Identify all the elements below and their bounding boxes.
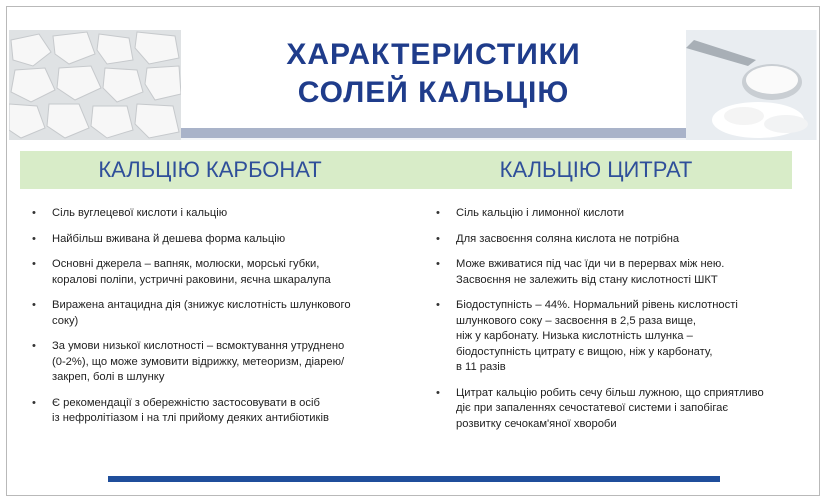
left-column-heading: КАЛЬЦІЮ КАРБОНАТ xyxy=(98,157,322,182)
page-title: ХАРАКТЕРИСТИКИ СОЛЕЙ КАЛЬЦІЮ xyxy=(286,38,581,109)
right-column-heading: КАЛЬЦІЮ ЦИТРАТ xyxy=(499,157,693,182)
list-item: • Є рекомендації з обережністю застосовувати в осіб із нефролітіазом і на тлі прийому деяких антибіотиків xyxy=(32,396,372,427)
list-item: • Виражена антацидна дія (знижує кислотність шлункового соку) xyxy=(32,298,372,329)
list-item: • Може вживатися під час їди чи в перервах між нею. Засвоєння не залежить від стану кислотності ШКТ xyxy=(436,257,796,288)
limestone-rocks-photo xyxy=(9,30,181,140)
list-item: • Найбільш вживана й дешева форма кальцію xyxy=(32,232,372,248)
title-underline-bar xyxy=(181,128,686,138)
list-item: • За умови низької кислотності – всмоктування утруднено (0-2%), що може зумовити відрижку, метеоризм, діарею/ закреп, болі в шлунку xyxy=(32,339,372,386)
right-bullet-list xyxy=(436,206,796,442)
bottom-accent-bar xyxy=(108,476,720,482)
calcium-powder-scoop-photo xyxy=(686,30,816,140)
list-item: • Для засвоєння соляна кислота не потрібна xyxy=(436,232,796,248)
list-item: • Основні джерела – вапняк, молюски, морські губки, коралові поліпи, устричні раковини, яєчна шкаралупа xyxy=(32,257,372,288)
list-item: • Цитрат кальцію робить сечу більш лужною, що сприятливо діє при запаленнях сечостатевої системи і запобігає розвитку сечокам'яної хвороби xyxy=(436,386,796,433)
list-item: • Сіль вуглецевої кислоти і кальцію xyxy=(32,206,372,222)
left-bullet-list xyxy=(32,206,372,437)
list-item: • Біодоступність – 44%. Нормальний рівень кислотності шлункового соку – засвоєння в 2,5 раза вище, ніж у карбонату. Низька кислотність шлунка – біодоступність цитрату є вищою, ніж у карбонату, в 11 разів xyxy=(436,298,796,376)
list-item: • Сіль кальцію і лимонної кислоти xyxy=(436,206,796,222)
